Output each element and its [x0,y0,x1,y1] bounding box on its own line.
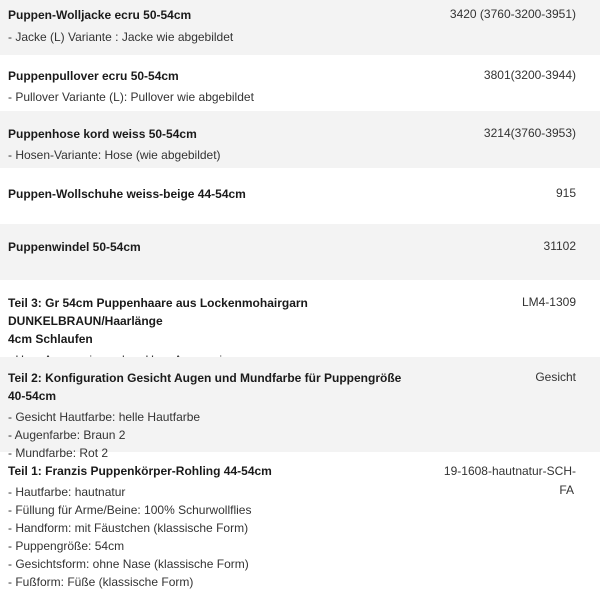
item-sku [426,462,576,500]
item-option: - Handform: mit Fäustchen (klassische Form) [8,521,249,535]
list-item [0,224,600,280]
item-option: - Gesichtsform: ohne Nase (klassische Form) [8,557,249,571]
item-title-line: 4cm Schlaufen [8,332,93,346]
item-title: Puppenwindel 50-54cm [8,240,141,254]
item-title: Puppen-Wolljacke ecru 50-54cm [8,8,192,22]
item-option: - Puppengröße: 54cm [8,539,125,553]
item-title: Puppenpullover ecru 50-54cm [8,69,179,83]
item-title: Puppenhose kord weiss 50-54cm [8,127,197,141]
item-option: - Mundfarbe: Rot 2 [8,446,109,460]
item-title: Teil 1: Franzis Puppenkörper-Rohling 44-54cm [8,464,272,478]
list-item [0,0,600,55]
item-title-line: Teil 3: Gr 54cm Puppenhaare aus Lockenmohairgarn DUNKELBRAUN/Haarlänge [8,296,308,328]
item-option: - Füllung für Arme/Beine: 100% Schurwollflies [8,503,252,517]
item-option: - Fußform: Füße (klassische Form) [8,575,194,589]
item-option: - Jacke (L) Variante : Jacke wie abgebildet [8,30,234,44]
item-sku: LM4-1309 [521,295,576,309]
item-sku: 3420 (3760-3200-3951) [449,7,576,21]
item-option: - Hautfarbe: hautnatur [8,485,126,499]
item-sku: 3214(3760-3953) [483,126,576,140]
item-sku-line: FA [559,483,574,497]
item-sku: Gesicht [535,370,576,384]
list-item [0,280,600,357]
list-item [0,111,600,168]
item-title: Teil 2: Konfiguration Gesicht Augen und Mundfarbe für Puppengröße 40-54cm [8,371,402,403]
list-item [0,357,600,460]
list-item [0,55,600,111]
item-sku-line: 19-1608-hautnatur-SCH- [443,464,576,478]
item-title: Puppen-Wollschuhe weiss-beige 44-54cm [8,187,246,201]
item-sku: 3801(3200-3944) [483,68,576,82]
item-sku: 31102 [543,239,576,253]
item-title [8,294,408,348]
list-item [0,452,600,594]
item-sku: 915 [555,186,576,200]
item-option: - Augenfarbe: Braun 2 [8,428,126,442]
list-item [0,168,600,224]
item-option: - Pullover Variante (L): Pullover wie abgebildet [8,90,254,104]
item-option: - Hosen-Variante: Hose (wie abgebildet) [8,148,221,162]
item-option: - Gesicht Hautfarbe: helle Hautfarbe [8,410,201,424]
